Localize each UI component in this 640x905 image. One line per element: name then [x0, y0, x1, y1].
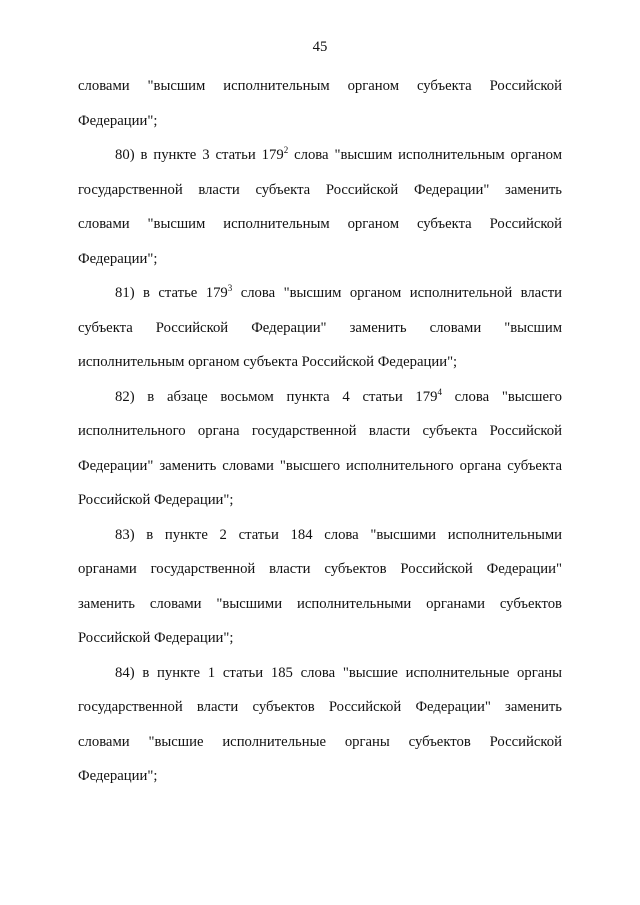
text-segment: 80) в пункте 3 статьи 179	[115, 147, 284, 163]
text-line: 84) в пункте 1 статьи 185 слова "высшие исполнительные органы	[115, 664, 562, 681]
text-line: словами "высшим исполнительным органом субъекта Российской	[78, 216, 562, 232]
text-line: Федерации";	[78, 112, 158, 129]
list-item-81	[78, 276, 562, 380]
text-line: органами государственной власти субъектов Российской Федерации"	[78, 561, 562, 577]
list-item-83	[78, 518, 562, 656]
text-line: словами "высшим исполнительным органом субъекта Российской	[78, 78, 562, 94]
text-segment: слова "высшего	[441, 388, 562, 405]
text-segment: слова "высшим органом исполнительной власти	[232, 285, 562, 301]
superscript: 2	[283, 145, 289, 155]
page-number: 45	[312, 39, 328, 55]
text-line	[78, 138, 562, 173]
text-line: Федерации";	[78, 768, 158, 784]
text-line: государственной власти субъекта Российской Федерации" заменить	[78, 181, 562, 198]
text-line: Федерации";	[78, 250, 158, 267]
document-body	[78, 69, 562, 794]
text-line: Российской Федерации";	[78, 492, 234, 508]
superscript: 3	[227, 283, 233, 293]
list-item-82	[78, 380, 562, 518]
text-line: заменить словами "высшими исполнительными органами субъектов	[78, 595, 562, 612]
text-line: Российской Федерации";	[78, 630, 234, 646]
text-line: субъекта Российской Федерации" заменить словами "высшим	[78, 319, 562, 336]
superscript: 4	[437, 386, 442, 397]
text-segment: слова "высшим исполнительным органом	[288, 147, 562, 163]
text-line: исполнительного органа государственной власти субъекта Российской	[78, 423, 562, 439]
list-item-84	[78, 656, 562, 794]
paragraph-continuation	[78, 69, 562, 138]
list-item-80	[78, 138, 562, 276]
text-line: словами "высшие исполнительные органы субъектов Российской	[78, 733, 562, 750]
text-line: Федерации" заменить словами "высшего исполнительного органа субъекта	[78, 457, 562, 474]
text-line: 83) в пункте 2 статьи 184 слова "высшими исполнительными	[115, 526, 562, 543]
text-line	[78, 380, 562, 415]
text-segment: 81) в статье 179	[115, 285, 228, 301]
text-line: государственной власти субъектов Российской Федерации" заменить	[78, 699, 562, 715]
text-segment: 82) в абзаце восьмом пункта 4 статьи 179	[115, 388, 438, 405]
text-line	[78, 276, 562, 311]
text-line: исполнительным органом субъекта Российской Федерации";	[78, 354, 458, 370]
